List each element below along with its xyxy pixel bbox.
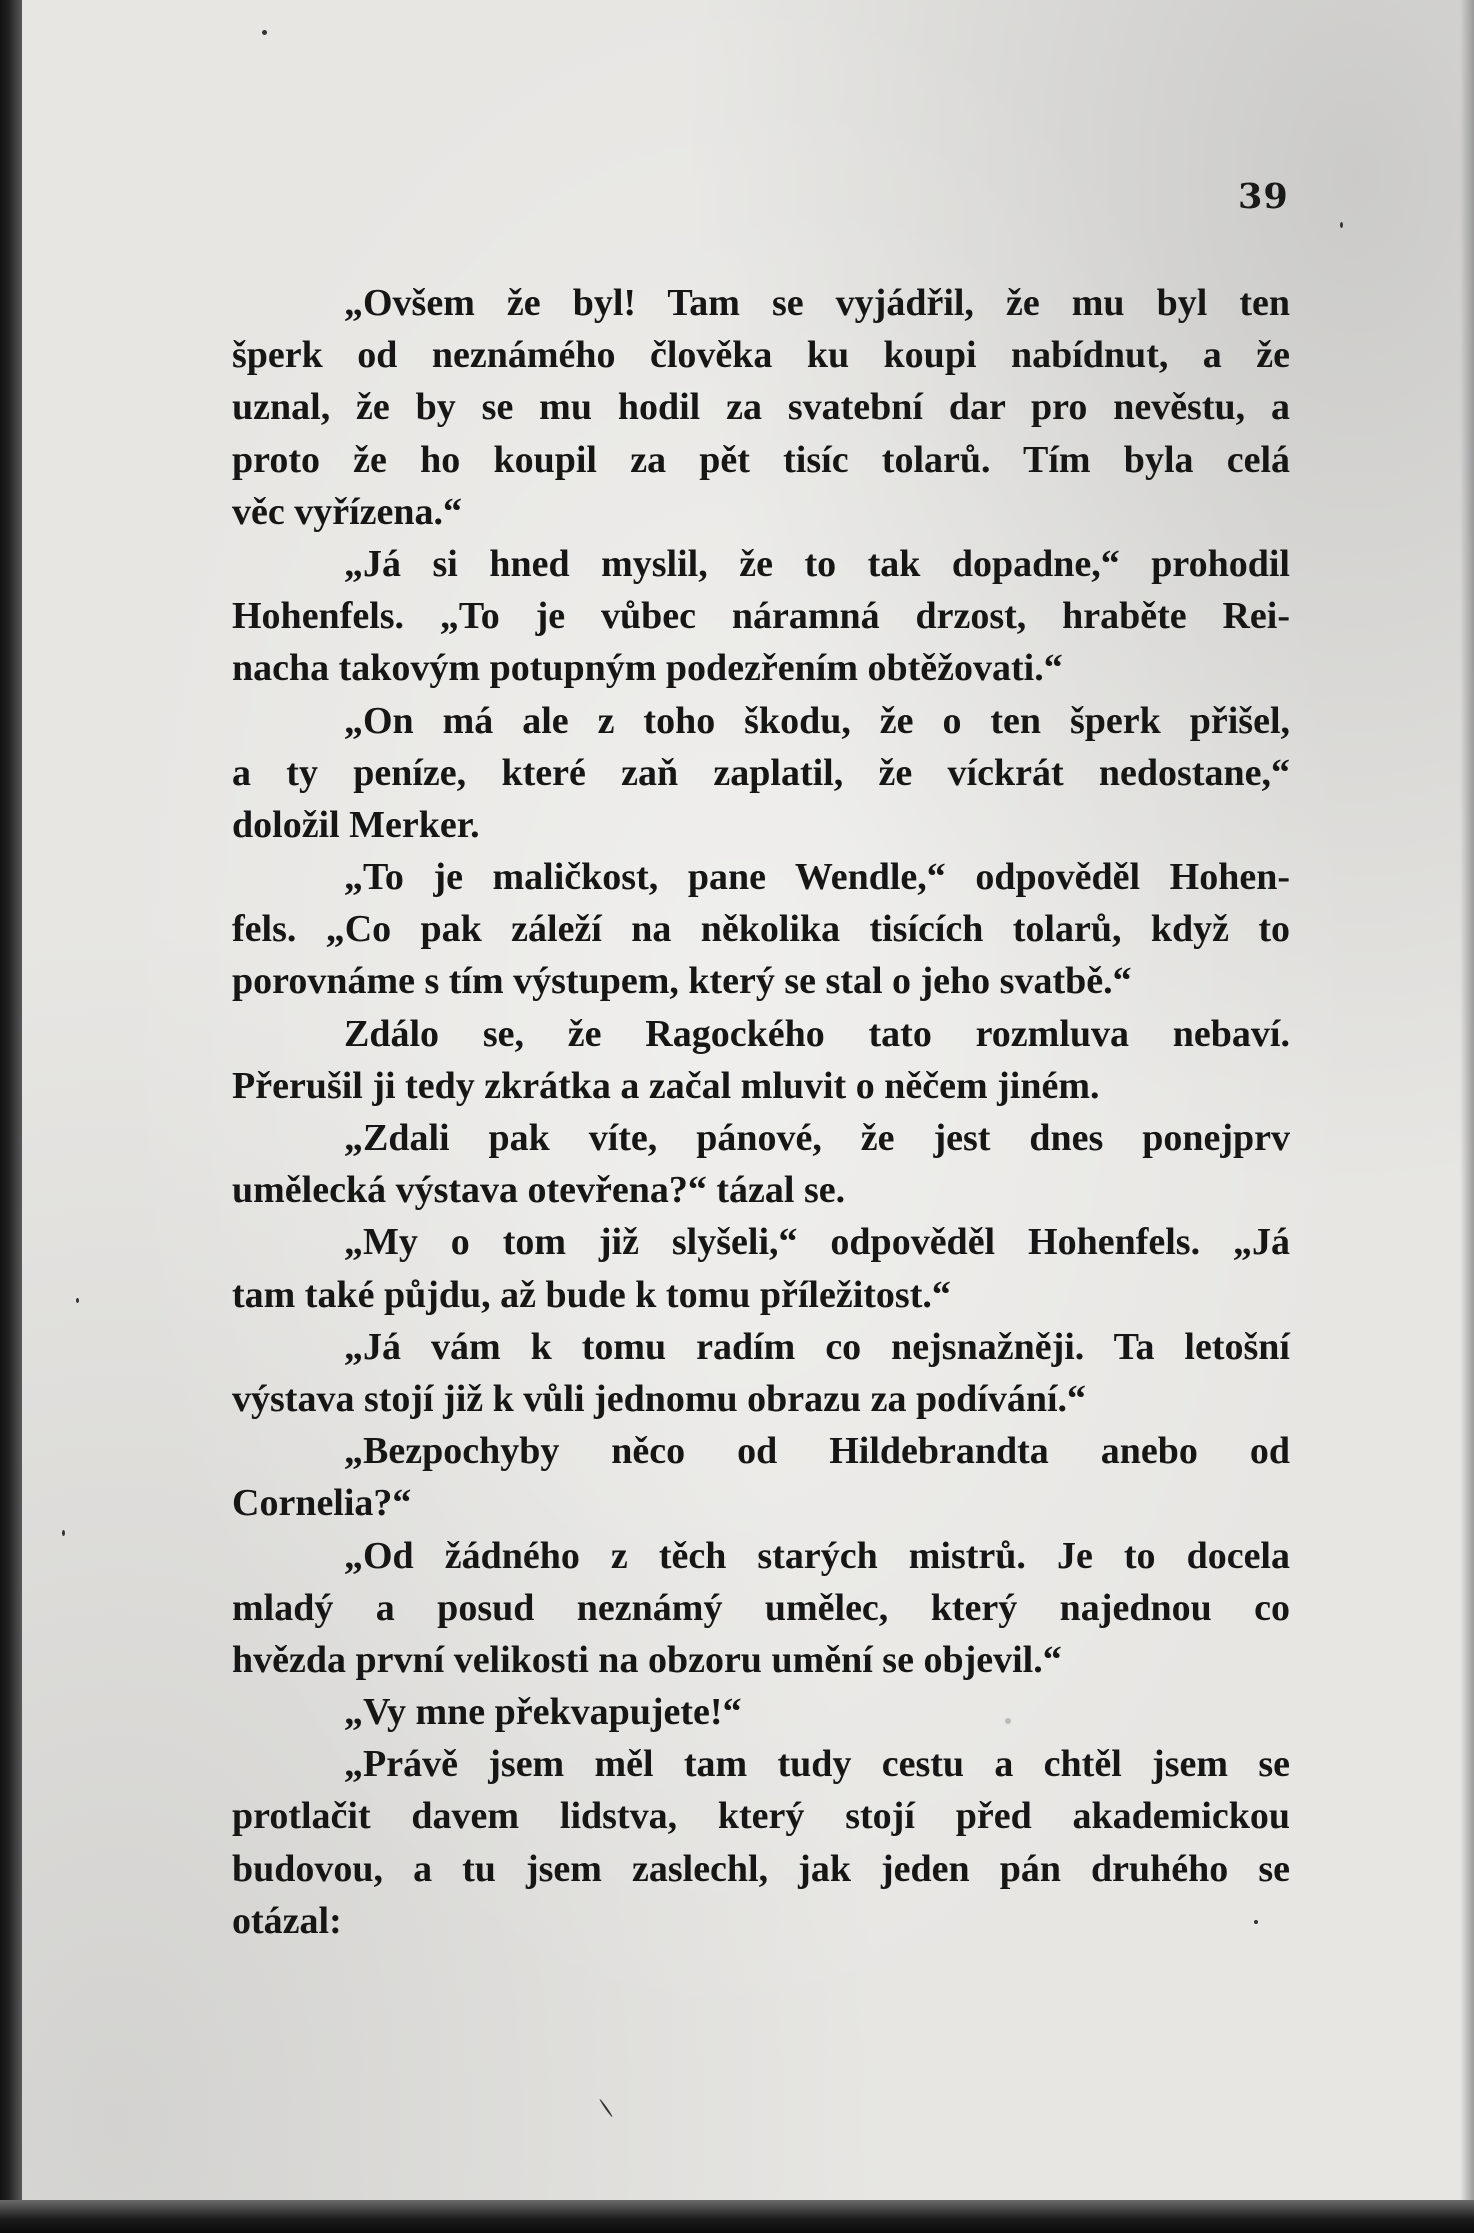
text-line: výstava stojí již k vůli jednomu obrazu za podívání.“	[232, 1377, 1087, 1420]
text-line: a ty peníze, které zaň zaplatil, že víckrát nedostane,“	[232, 751, 1290, 794]
scan-edge-right	[1460, 0, 1474, 2233]
text-line: Přerušil ji tedy zkrátka a začal mluvit o něčem jiném.	[232, 1064, 1100, 1107]
text-line: „To je maličkost, pane Wendle,“ odpověděl Hohen-	[344, 856, 1290, 899]
text-line: hvězda první velikosti na obzoru umění se objevil.“	[232, 1638, 1062, 1681]
text-line: doložil Merker.	[232, 803, 480, 846]
text-line: „Právě jsem měl tam tudy cestu a chtěl jsem se	[344, 1743, 1290, 1786]
text-line: Zdálo se, že Ragockého tato rozmluva nebaví.	[344, 1012, 1290, 1055]
text-line: proto že ho koupil za pět tisíc tolarů. Tím byla celá	[232, 438, 1290, 481]
text-line: šperk od neznámého člověka ku koupi nabídnut, a že	[232, 334, 1290, 377]
text-line: „Já vám k tomu radím co nejsnažněji. Ta letošní	[344, 1325, 1290, 1368]
text-line: umělecká výstava otevřena?“ tázal se.	[232, 1169, 846, 1212]
text-line: věc vyřízena.“	[232, 490, 463, 533]
text-line: otázal:	[232, 1899, 342, 1942]
body-text	[232, 277, 1290, 1947]
text-line: Cornelia?“	[232, 1482, 412, 1525]
text-line: porovnáme s tím výstupem, který se stal o jeho svatbě.“	[232, 960, 1132, 1003]
text-line: uznal, že by se mu hodil za svatební dar pro nevěstu, a	[232, 386, 1290, 429]
text-line: „Zdali pak víte, pánové, že jest dnes ponejprv	[344, 1117, 1290, 1159]
scan-edge-left	[0, 0, 22, 2233]
scan-edge-bottom	[0, 2200, 1474, 2233]
text-line: „Ovšem že byl! Tam se vyjádřil, že mu byl ten	[344, 282, 1290, 324]
text-line: tam také půjdu, až bude k tomu příležitost.“	[232, 1273, 951, 1316]
text-line: budovou, a tu jsem zaslechl, jak jeden pán druhého se	[232, 1847, 1290, 1890]
text-line: Hohenfels. „To je vůbec náramná drzost, hraběte Rei-	[232, 595, 1290, 638]
text-line: „Vy mne překvapujete!“	[344, 1691, 742, 1734]
text-line: „Od žádného z těch starých mistrů. Je to docela	[344, 1534, 1290, 1577]
text-line: „Bezpochyby něco od Hildebrandta anebo od	[344, 1430, 1290, 1473]
text-line: mladý a posud neznámý umělec, který najednou co	[232, 1586, 1290, 1629]
text-line: „My o tom již slyšeli,“ odpověděl Hohenfels. „Já	[344, 1221, 1290, 1264]
text-line: nacha takovým potupným podezřením obtěžovati.“	[232, 647, 1063, 690]
text-line: „Já si hned myslil, že to tak dopadne,“ prohodil	[344, 542, 1290, 585]
text-line: fels. „Co pak záleží na několika tisících tolarů, když to	[232, 908, 1290, 951]
text-line: protlačit davem lidstva, který stojí před akademickou	[232, 1795, 1290, 1838]
page-number: 39	[1238, 176, 1289, 217]
text-line: „On má ale z toho škodu, že o ten šperk přišel,	[344, 699, 1290, 742]
